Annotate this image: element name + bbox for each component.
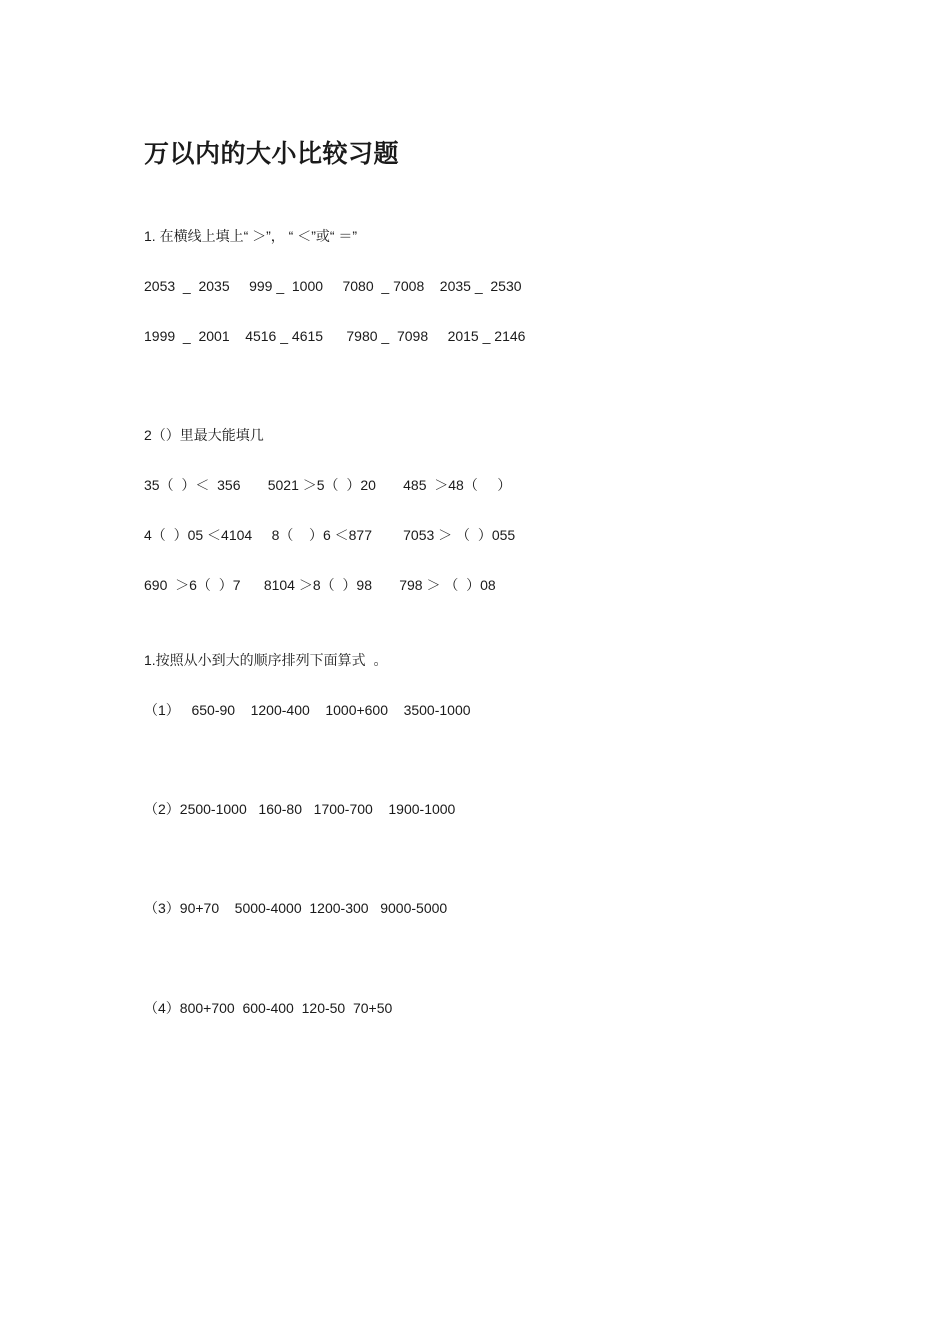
section2-row-1: 35（ ）＜ 356 5021 ＞5（ ）20 485 ＞48（ ） [144, 477, 512, 493]
section3-item-3: （3）90+70 5000-4000 1200-300 9000-5000 [144, 900, 448, 916]
section2-heading: 2（）里最大能填几 [144, 427, 264, 443]
section3-item-2: （2）2500-1000 160-80 1700-700 1900-1000 [144, 801, 456, 817]
section3-item-1: （1） 650-90 1200-400 1000+600 3500-1000 [144, 702, 471, 718]
section3-item-4: （4）800+700 600-400 120-50 70+50 [144, 1000, 393, 1016]
section1-row-1: 2053 _ 2035 999 _ 1000 7080 _ 7008 2035 _ 2530 [144, 278, 522, 294]
section3-heading: 1.按照从小到大的顺序排列下面算式 。 [144, 652, 388, 668]
section1-heading: 1. 在横线上填上“ ＞”， “ ＜”或“ ＝” [144, 228, 358, 244]
section2-row-3: 690 ＞6（ ）7 8104 ＞8（ ）98 798 ＞ （ ）08 [144, 577, 496, 593]
section1-row-2: 1999 _ 2001 4516 _ 4615 7980 _ 7098 2015 _ 2146 [144, 328, 526, 344]
document-title: 万以内的大小比较习题 [144, 139, 400, 168]
section2-row-2: 4（ ）05 ＜4104 8（ ）6 ＜877 7053 ＞ （ ）055 [144, 527, 516, 543]
